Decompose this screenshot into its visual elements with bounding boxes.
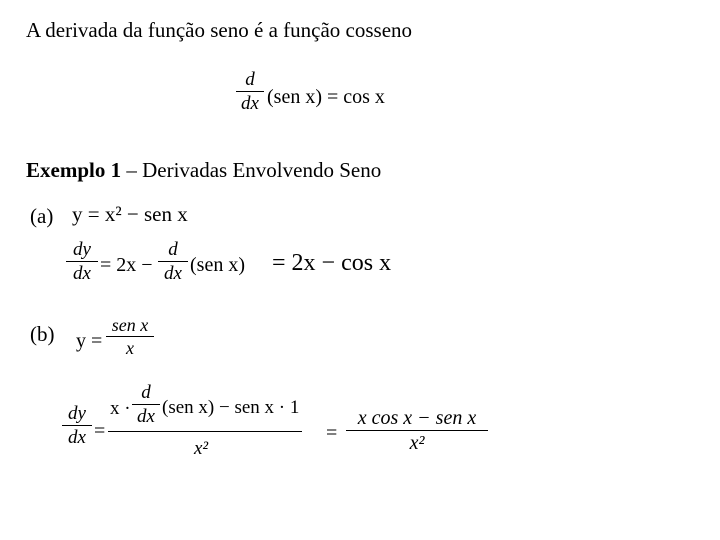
- part-b-function-fraction: sen x x: [106, 316, 154, 357]
- part-b-fraction-bar: [108, 431, 302, 432]
- part-a-step-end: (sen x): [190, 254, 245, 276]
- part-b-d-dx: d dx: [132, 383, 160, 426]
- example-dash: –: [121, 158, 143, 182]
- part-a-function: y = x² − sen x: [72, 202, 188, 226]
- part-a-step-mid: = 2x −: [100, 254, 153, 276]
- part-b-denominator: x²: [194, 438, 209, 459]
- part-b-num-left: x ·: [110, 398, 131, 419]
- part-a-result: = 2x − cos x: [272, 250, 392, 276]
- part-a-label: (a): [30, 204, 54, 228]
- part-b-num-right: (sen x) − sen x · 1: [162, 397, 300, 418]
- rule-expression: (sen x) = cos x: [267, 86, 385, 108]
- part-b-equals-2: =: [326, 422, 338, 444]
- part-a-dy-dx: dy dx: [66, 240, 98, 283]
- part-b-result-fraction: x cos x − sen x x²: [346, 408, 488, 453]
- example-heading: [26, 158, 381, 183]
- part-b-equals: =: [94, 420, 106, 442]
- intro-text: A derivada da função seno é a função cosseno: [26, 18, 413, 42]
- part-b-y-eq: y =: [76, 330, 103, 352]
- part-b-dy-dx: dy dx: [62, 404, 92, 447]
- example-label: Exemplo 1: [26, 158, 122, 182]
- example-title: Derivadas Envolvendo Seno: [142, 158, 382, 182]
- part-a-d-dx: d dx: [158, 240, 188, 283]
- d-dx-fraction: d dx: [236, 70, 264, 113]
- part-b-label: (b): [30, 322, 55, 346]
